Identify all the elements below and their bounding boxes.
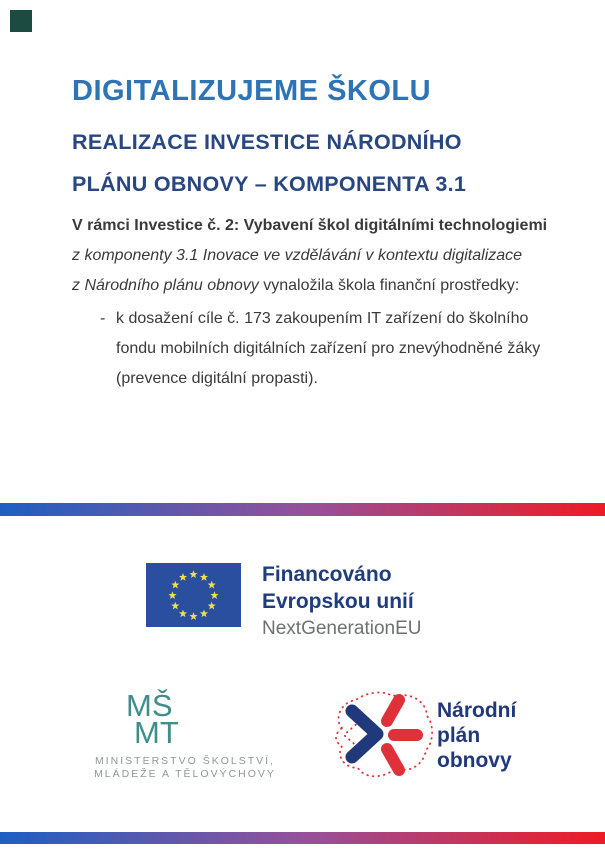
npo-text-line-2: plán [437, 724, 481, 747]
eu-funding-line-3: NextGenerationEU [262, 618, 422, 639]
subtitle-line-1: REALIZACE INVESTICE NÁRODNÍHO [72, 130, 462, 154]
intro-line-regular: vynaložila škola finanční prostředky: [258, 277, 520, 294]
divider-gradient-bar [0, 503, 605, 516]
page-title: DIGITALIZUJEME ŠKOLU [72, 75, 432, 107]
bullet-line-3: (prevence digitální propasti). [116, 370, 318, 387]
npo-text-line-3: obnovy [437, 749, 512, 772]
msmt-monogram-icon [112, 688, 204, 752]
intro-line-italic: z komponenty 3.1 Inovace ve vzdělávání v kontextu digitalizace [72, 247, 523, 264]
footer-gradient-bar [0, 832, 605, 844]
npo-star-chevron-icon [330, 688, 435, 783]
eu-funding-line-2: Evropskou unií [262, 590, 414, 613]
intro-line-italic2: z Národního plánu obnovy [72, 277, 259, 294]
msmt-monogram-row2: MT [134, 715, 179, 750]
eu-flag-icon [146, 563, 241, 627]
npo-text-line-1: Národní [437, 699, 517, 722]
msmt-monogram-row1: MŠ [126, 688, 173, 723]
subtitle-line-2: PLÁNU OBNOVY – KOMPONENTA 3.1 [72, 172, 467, 196]
bullet-line-2: fondu mobilních digitálních zařízení pro znevýhodněné žáky [116, 340, 541, 357]
msmt-caption-line-1: MINISTERSTVO ŠKOLSTVÍ, [95, 755, 275, 767]
bullet-marker: - [100, 310, 106, 327]
msmt-caption-line-2: MLÁDEŽE A TĚLOVÝCHOVY [94, 768, 276, 780]
corner-mark [10, 10, 32, 32]
bullet-line-1: k dosažení cíle č. 173 zakoupením IT zařízení do školního [116, 310, 529, 327]
eu-funding-line-1: Financováno [262, 563, 392, 586]
intro-line-mixed [72, 277, 519, 295]
intro-line-bold: V rámci Investice č. 2: Vybavení škol digitálními technologiemi [72, 217, 548, 234]
